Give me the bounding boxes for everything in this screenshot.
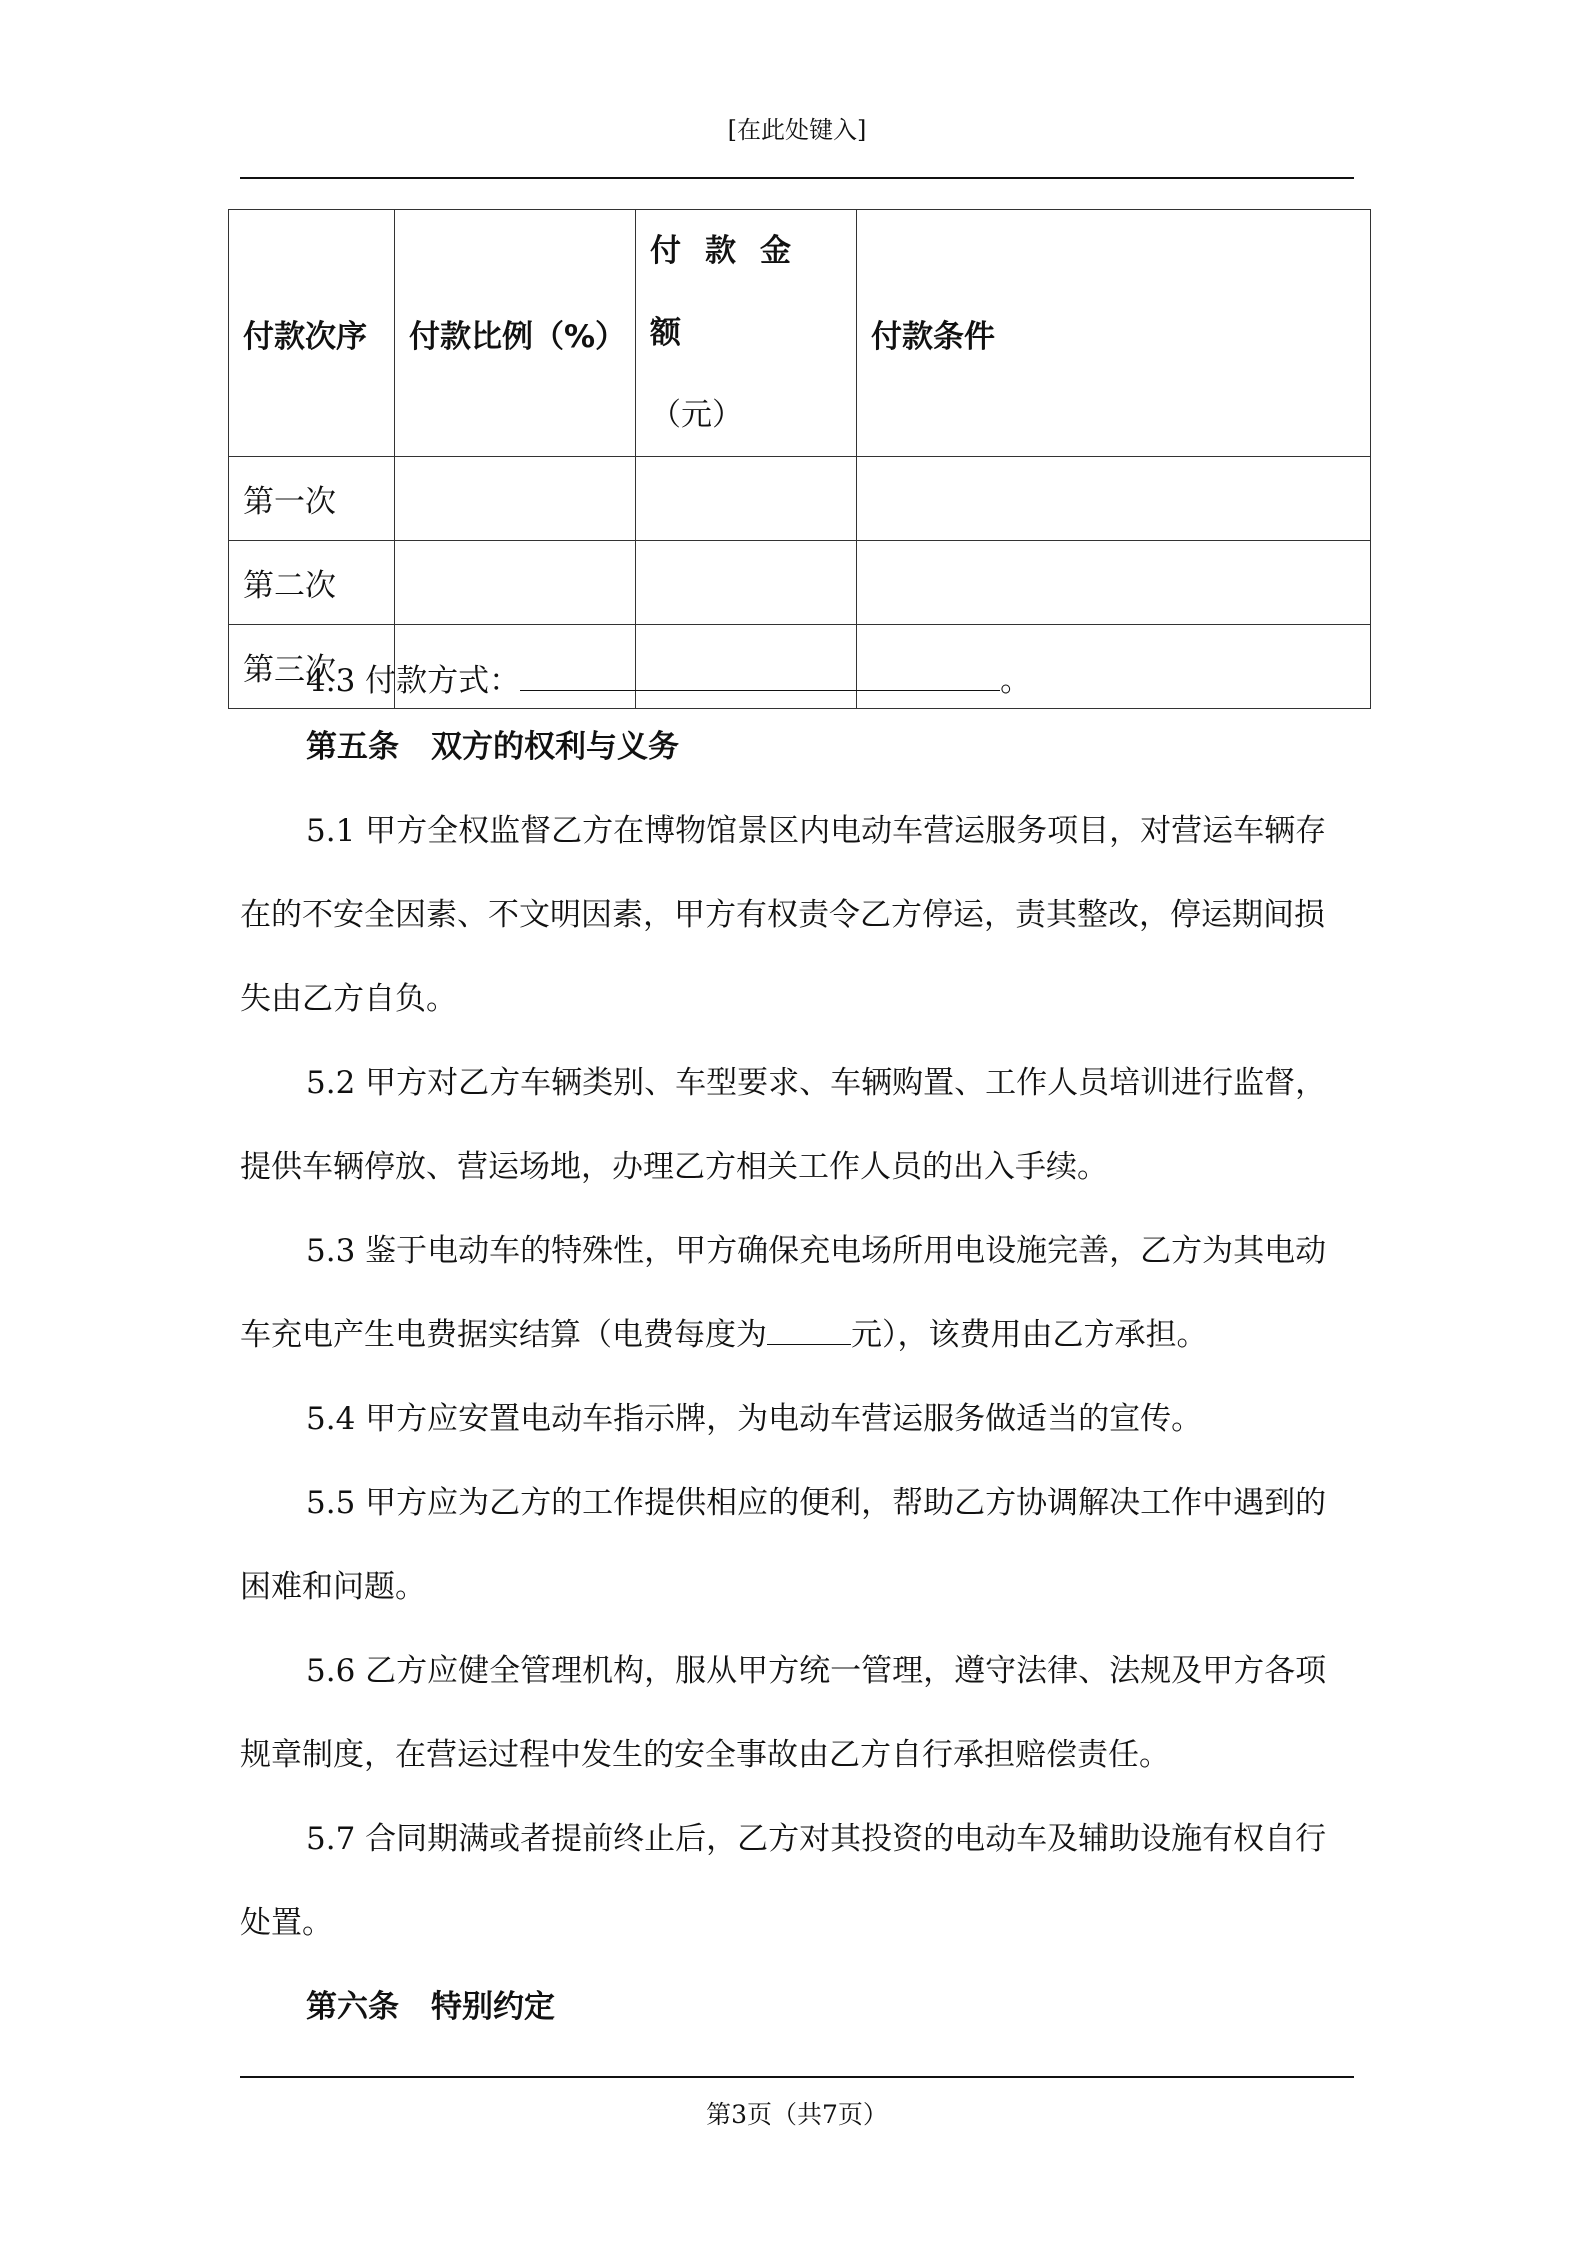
clause-5-7-line-1: 5.7 合同期满或者提前终止后，乙方对其投资的电动车及辅助设施有权自行 bbox=[306, 1821, 1327, 1857]
header-amount-label: 付款金额 bbox=[650, 233, 815, 351]
clause-5-1-line-1: 5.1 甲方全权监督乙方在博物馆景区内电动车营运服务项目，对营运车辆存 bbox=[306, 813, 1327, 849]
header-payment-amount bbox=[636, 210, 857, 457]
article-6-number: 第六条 bbox=[306, 1989, 399, 2025]
clause-5-1-line-3: 失由乙方自负。 bbox=[240, 981, 457, 1017]
payment-schedule-table bbox=[228, 209, 1371, 709]
clause-5-6-line-2: 规章制度，在营运过程中发生的安全事故由乙方自行承担赔偿责任。 bbox=[240, 1737, 1170, 1773]
clause-5-3-line-1: 5.3 鉴于电动车的特殊性，甲方确保充电场所用电设施完善，乙方为其电动 bbox=[306, 1233, 1327, 1269]
footer-divider bbox=[240, 2076, 1354, 2078]
clause-5-4-line-1: 5.4 甲方应安置电动车指示牌，为电动车营运服务做适当的宣传。 bbox=[306, 1401, 1203, 1437]
clause-5-5-line-2: 困难和问题。 bbox=[240, 1569, 426, 1605]
header-payment-condition: 付款条件 bbox=[857, 210, 1371, 457]
header-divider bbox=[240, 177, 1354, 179]
table-header-row bbox=[229, 210, 1371, 457]
clause-5-2-line-1: 5.2 甲方对乙方车辆类别、车型要求、车辆购置、工作人员培训进行监督， bbox=[306, 1065, 1327, 1101]
article-6-title: 特别约定 bbox=[431, 1989, 555, 2025]
clause-5-3-text-a: 车充电产生电费据实结算（电费每度为 bbox=[240, 1317, 767, 1353]
row-label: 第三次 bbox=[229, 625, 395, 709]
payment-method-label: 4.3 付款方式： bbox=[306, 663, 521, 699]
header-amount-unit: （元） bbox=[650, 397, 743, 433]
clause-5-2-line-2: 提供车辆停放、营运场地，办理乙方相关工作人员的出入手续。 bbox=[240, 1149, 1108, 1185]
clause-4-3 bbox=[240, 655, 1031, 700]
article-5-number: 第五条 bbox=[306, 729, 399, 765]
article-5-heading bbox=[240, 721, 679, 766]
payment-method-blank bbox=[520, 662, 1000, 691]
ratio-cell bbox=[395, 457, 636, 541]
header-payment-ratio: 付款比例（%） bbox=[395, 210, 636, 457]
amount-cell bbox=[636, 541, 857, 625]
condition-cell bbox=[857, 541, 1371, 625]
clause-5-7-line-2: 处置。 bbox=[240, 1905, 333, 1941]
article-5-title: 双方的权利与义务 bbox=[431, 729, 679, 765]
electricity-price-blank bbox=[767, 1316, 851, 1345]
clause-5-1-line-2: 在的不安全因素、不文明因素，甲方有权责令乙方停运，责其整改，停运期间损 bbox=[240, 897, 1325, 933]
clause-5-3-line-2 bbox=[240, 1309, 1208, 1354]
amount-cell bbox=[636, 457, 857, 541]
table-row bbox=[229, 457, 1371, 541]
header-payment-order: 付款次序 bbox=[229, 210, 395, 457]
page-header: [在此处键入] bbox=[727, 116, 867, 144]
table-row bbox=[229, 541, 1371, 625]
clause-4-3-period: 。 bbox=[1000, 663, 1032, 699]
condition-cell bbox=[857, 457, 1371, 541]
clause-5-6-line-1: 5.6 乙方应健全管理机构，服从甲方统一管理，遵守法律、法规及甲方各项 bbox=[306, 1653, 1327, 1689]
clause-5-3-text-b: 元），该费用由乙方承担。 bbox=[851, 1317, 1208, 1353]
row-label: 第一次 bbox=[229, 457, 395, 541]
ratio-cell bbox=[395, 541, 636, 625]
page-number-footer: 第3页（共7页） bbox=[706, 2100, 888, 2129]
clause-5-5-line-1: 5.5 甲方应为乙方的工作提供相应的便利，帮助乙方协调解决工作中遇到的 bbox=[306, 1485, 1327, 1521]
row-label: 第二次 bbox=[229, 541, 395, 625]
article-6-heading bbox=[240, 1981, 555, 2026]
